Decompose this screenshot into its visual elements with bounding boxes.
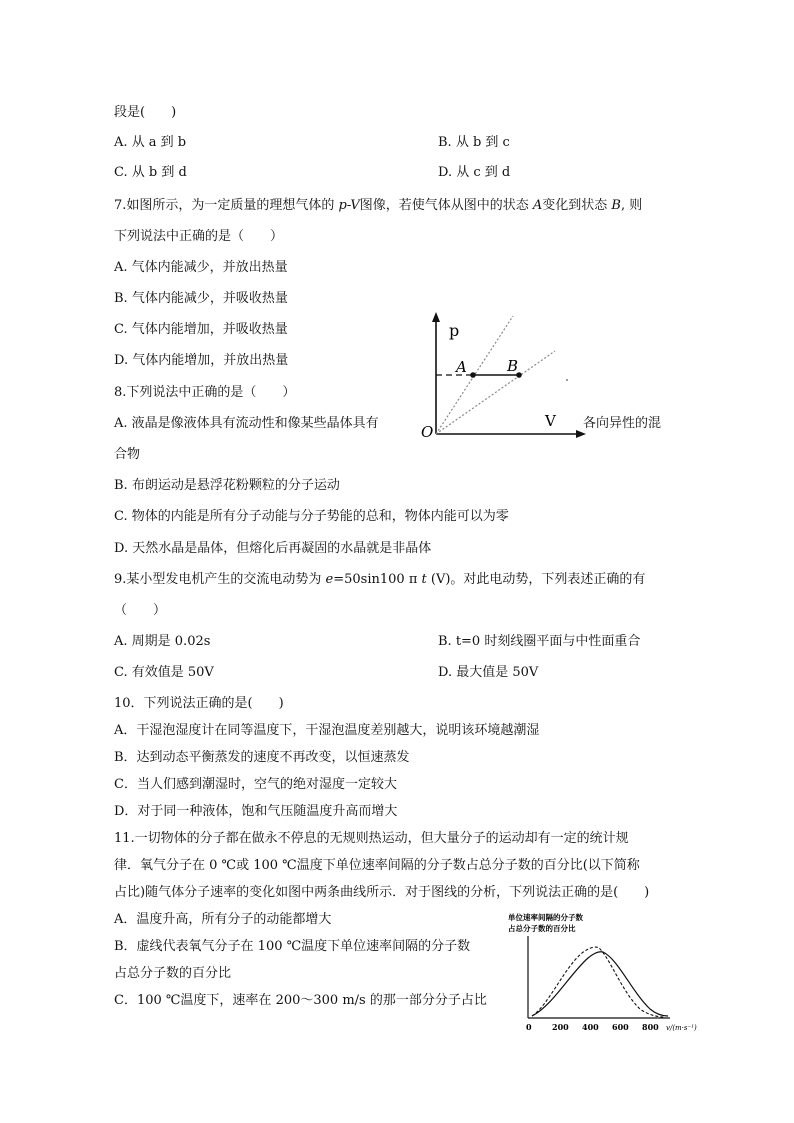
q7-option-d: D. 气体内能增加，并放出热量 <box>114 353 289 368</box>
speed-distribution-graph <box>506 910 706 1035</box>
pv-graph <box>415 310 595 445</box>
q11-stem-line1: 11.一切物体的分子都在做永不停息的无规则热运动，但大量分子的运动却有一定的统计规 <box>114 831 629 846</box>
speed-graph-solid-curve <box>532 952 668 1016</box>
q7-option-c: C. 气体内能增加，并吸收热量 <box>114 322 288 337</box>
q8-stem: 8.下列说法中正确的是（ ） <box>114 385 296 400</box>
speed-graph-tick-0: 0 <box>526 1022 532 1032</box>
pv-isochore-b <box>436 351 555 434</box>
pv-origin-label: O <box>421 423 434 441</box>
speed-graph-xlabel: v/(m·s⁻¹) <box>666 1024 697 1032</box>
q6-option-c: C. 从 b 到 d <box>114 165 187 180</box>
pv-v-axis-arrow <box>576 430 586 438</box>
speed-graph-tick-600: 600 <box>612 1022 629 1032</box>
q11-option-b-line1: B．虚线代表氧气分子在 100 ℃温度下单位速率间隔的分子数 <box>114 939 471 954</box>
pv-point-a <box>470 372 476 378</box>
q7-option-b: B. 气体内能减少，并吸收热量 <box>114 291 288 306</box>
q6-option-a: A. 从 a 到 b <box>114 135 187 150</box>
q6-option-d: D. 从 c 到 d <box>438 165 511 180</box>
q8-option-d: D. 天然水晶是晶体，但熔化后再凝固的水晶就是非晶体 <box>114 541 432 556</box>
q8-option-b: B. 布朗运动是悬浮花粉颗粒的分子运动 <box>114 478 340 493</box>
q10-option-b: B．达到动态平衡蒸发的速度不再改变，以恒速蒸发 <box>114 750 410 765</box>
q11-option-c: C．100 ℃温度下，速率在 200～300 m/s 的那一部分分子占比 <box>114 993 487 1008</box>
q7-stem-line2: 下列说法中正确的是（ ） <box>114 229 284 244</box>
q7-option-a: A. 气体内能减少，并放出热量 <box>114 260 288 275</box>
q11-stem-line2: 律．氧气分子在 0 ℃或 100 ℃温度下单位速率间隔的分子数占总分子数的百分比(以下简称 <box>114 858 640 873</box>
speed-graph-ylabel-line1: 单位速率间隔的分子数 <box>508 913 583 922</box>
q11-stem-line3: 占比)随气体分子速率的变化如图中两条曲线所示．对于图线的分析，下列说法正确的是( ) <box>114 885 650 900</box>
q8-option-c: C. 物体的内能是所有分子动能与分子势能的总和，物体内能可以为零 <box>114 509 509 524</box>
pv-point-a-label: A <box>456 358 467 376</box>
q9-option-b: B. t=0 时刻线圈平面与中性面重合 <box>438 634 641 649</box>
pv-p-axis-arrow <box>432 312 440 322</box>
q9-option-c: C. 有效值是 50V <box>114 665 214 680</box>
speed-graph-tick-400: 400 <box>582 1022 599 1032</box>
q10-stem: 10．下列说法正确的是( ) <box>114 696 284 711</box>
q10-option-d: D．对于同一种液体，饱和气压随温度升高而增大 <box>114 804 398 819</box>
pv-stray-dot <box>566 379 568 381</box>
q11-option-b-line2: 占总分子数的百分比 <box>114 966 232 981</box>
q10-option-a: A．干湿泡湿度计在同等温度下，干湿泡温度差别越大，说明该环境越潮湿 <box>114 723 540 738</box>
q9-option-d: D. 最大值是 50V <box>438 665 539 680</box>
q6-stem-tail: 段是( ) <box>114 105 177 120</box>
pv-point-b-label: B <box>507 357 519 375</box>
speed-graph-tick-800: 800 <box>642 1022 659 1032</box>
speed-graph-dashed-curve <box>532 947 664 1017</box>
speed-graph-tick-200: 200 <box>552 1022 569 1032</box>
q7-stem-line1: 7.如图所示，为一定质量的理想气体的 p-V图像，若使气体从图中的状态 A变化到状态 B, 则 <box>114 198 643 213</box>
pv-p-label: p <box>449 321 460 340</box>
q9-option-a: A. 周期是 0.02s <box>114 634 211 649</box>
q8-option-a-line1: A. 液晶是像液体具有流动性和像某些晶体具有 <box>114 416 379 431</box>
speed-graph-ylabel-line2: 占总分子数的百分比 <box>508 924 576 933</box>
q8-option-a-line1-end: 各向异性的混 <box>583 416 662 431</box>
q8-option-a-line2: 合物 <box>114 447 141 462</box>
pv-v-label: V <box>545 412 556 430</box>
q9-stem: 9.某小型发电机产生的交流电动势为 e=50sin100 π t (V)。对此电动势，下列表述正确的有 <box>114 572 646 587</box>
q9-answer-paren: （ ） <box>114 603 167 618</box>
q10-option-c: C．当人们感到潮湿时，空气的绝对湿度一定较大 <box>114 777 397 792</box>
q6-option-b: B. 从 b 到 c <box>438 135 510 150</box>
q11-option-a: A．温度升高，所有分子的动能都增大 <box>114 912 332 927</box>
speed-graph-x-ticks <box>526 1022 659 1032</box>
